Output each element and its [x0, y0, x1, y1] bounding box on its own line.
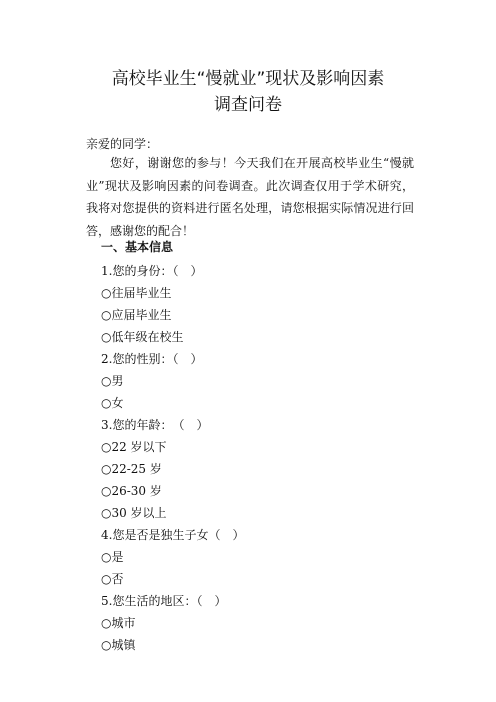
document-title: 高校毕业生“慢就业”现状及影响因素	[111, 69, 385, 89]
option-radio[interactable]: ○城市	[101, 616, 136, 630]
document-subtitle: 调查问卷	[214, 95, 282, 115]
section-heading: 一、基本信息	[101, 240, 174, 254]
option-radio[interactable]: ○是	[101, 550, 124, 564]
option-radio[interactable]: ○女	[101, 396, 124, 410]
option-radio[interactable]: ○低年级在校生	[101, 330, 184, 344]
question-5: 5.您生活的地区：（ ）	[101, 594, 227, 608]
option-radio[interactable]: ○男	[101, 374, 124, 388]
option-radio[interactable]: ○城镇	[101, 638, 136, 652]
intro-paragraph: 您好，谢谢您的参与！今天我们在开展高校毕业生“慢就业”现状及影响因素的问卷调查。此次调查仅用于学术研究，我将对您提供的资料进行匿名处理，请您根据实际情况进行回答，感谢您的配合！	[86, 156, 414, 238]
question-2: 2.您的性别：（ ）	[101, 352, 203, 366]
option-radio[interactable]: ○30 岁以上	[101, 506, 167, 520]
option-radio[interactable]: ○应届毕业生	[101, 308, 172, 322]
option-radio[interactable]: ○往届毕业生	[101, 286, 172, 300]
option-radio[interactable]: ○否	[101, 572, 124, 586]
option-radio[interactable]: ○22-25 岁	[101, 462, 162, 476]
question-1: 1.您的身份：（ ）	[101, 264, 203, 278]
option-radio[interactable]: ○22 岁以下	[101, 440, 167, 454]
greeting: 亲爱的同学：	[86, 137, 159, 151]
question-4: 4.您是否是独生子女（ ）	[101, 528, 245, 542]
question-3: 3.您的年龄： （ ）	[101, 418, 209, 432]
option-radio[interactable]: ○26-30 岁	[101, 484, 162, 498]
